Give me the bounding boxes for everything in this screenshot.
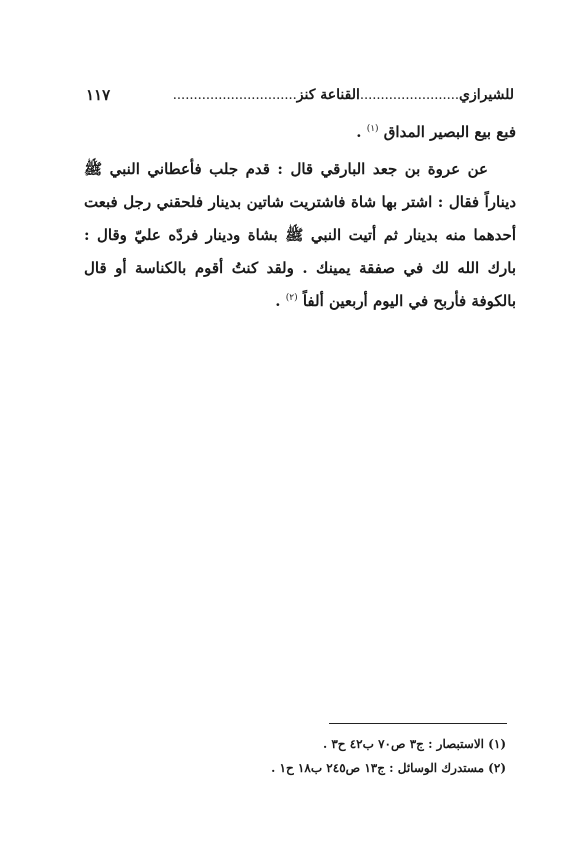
header-dots-2: .............................. <box>172 87 297 103</box>
running-header <box>86 82 514 108</box>
footnote-divider <box>329 723 507 724</box>
hadith-text: عن عروة بن جعد البارقي قال : قدم جلب فأعطاني النبي ﷺ ديناراً فقال : اشتر بها شاة فاشتريت شاتين بدينار فلحقني رجل فبعت أحدهما منه بدينار ثم أتيت النبي ﷺ بشاة ودينار فردّه عليّ وقال : بارك الله لك في صفقة يمينك . ولقد كنتُ أقوم بالكناسة أو قال بالكوفة فأربح في اليوم أربعين ألفاً <box>84 160 516 310</box>
opening-verse-text: فبع بيع البصير المداق <box>383 123 516 141</box>
opening-verse <box>84 116 516 149</box>
hadith-paragraph <box>84 153 516 318</box>
hadith-end: . <box>275 292 281 310</box>
footnotes <box>84 732 506 780</box>
body-text <box>84 116 516 318</box>
footnote-2: (٢) مستدرك الوسائل : ج١٣ ص٢٤٥ ب١٨ ح١ . <box>271 761 506 775</box>
header-author: للشيرازي <box>459 87 514 103</box>
footnote-1: (١) الاستبصار : ج٣ ص٧٠ ب٤٢ ح٣ . <box>322 737 506 751</box>
opening-verse-end: . <box>356 123 362 141</box>
page-number: ١١٧ <box>86 86 111 104</box>
header-book-title: القناعة كنز <box>296 87 360 103</box>
footnote-ref-1: (١) <box>366 124 379 134</box>
header-title-group <box>173 87 514 103</box>
header-dots-1: ........................ <box>359 87 460 103</box>
footnote-ref-2: (٢) <box>285 293 298 303</box>
